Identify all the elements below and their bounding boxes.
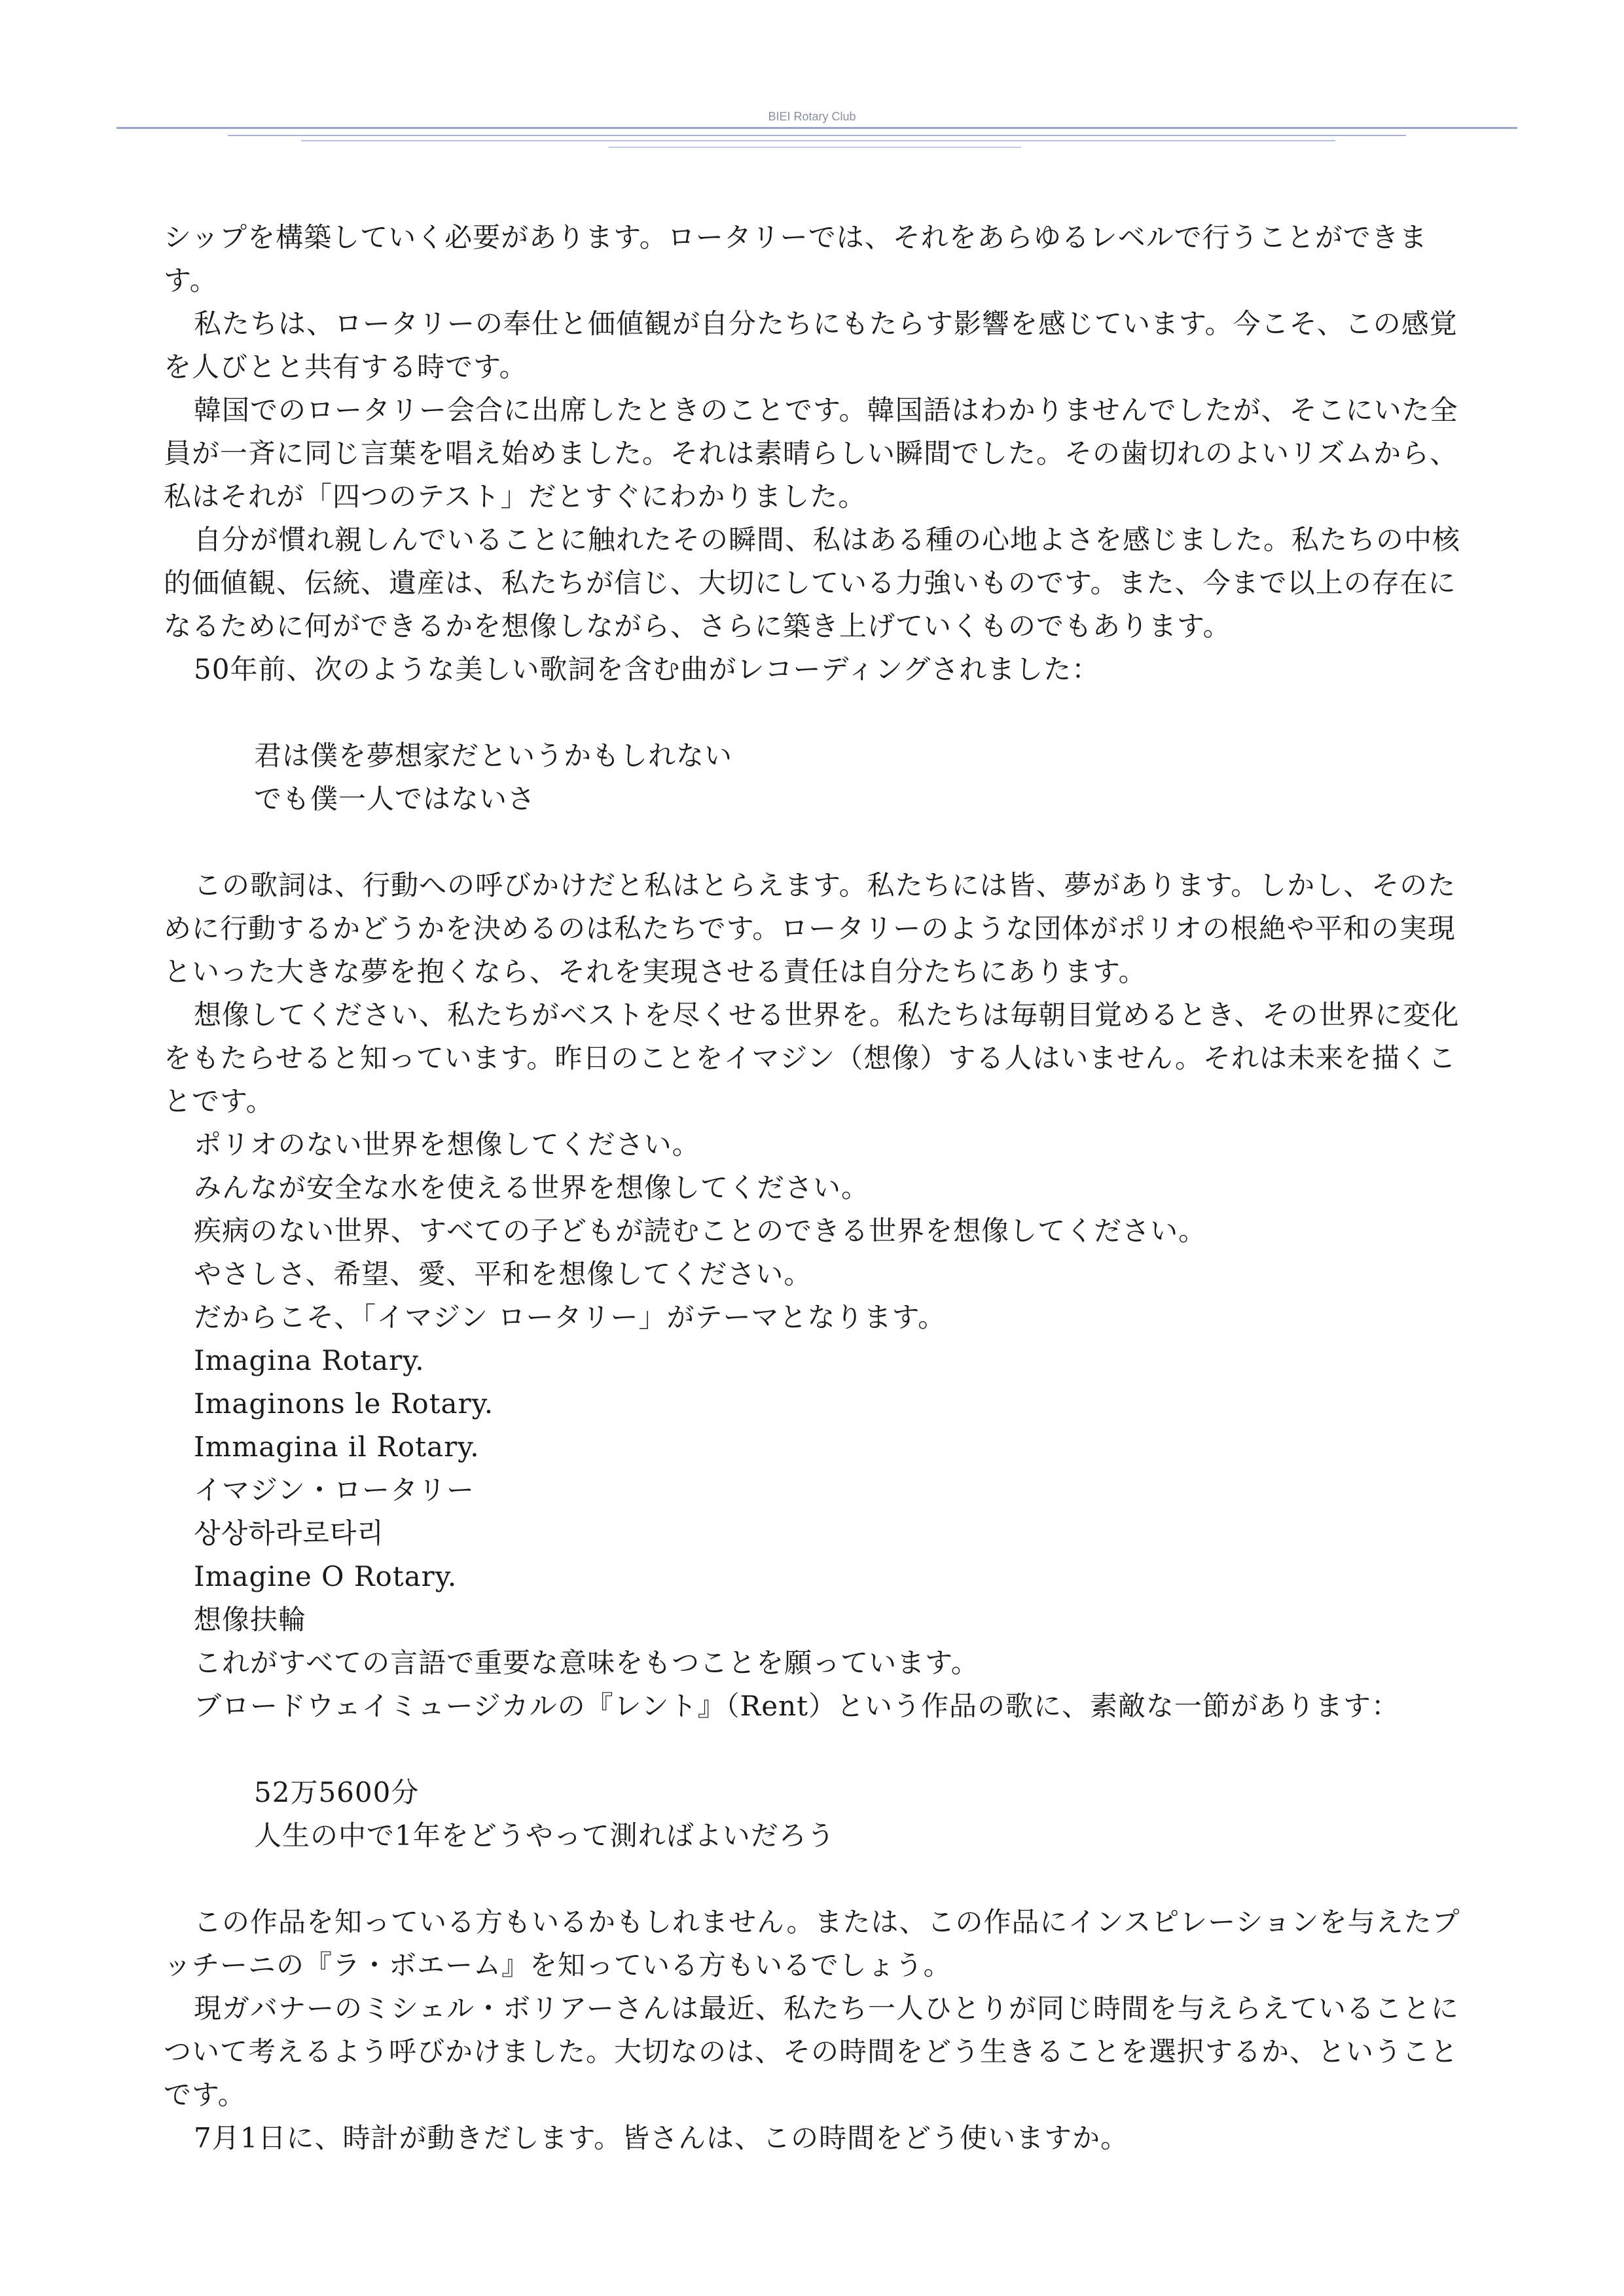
list-line: だからこそ、「イマジン ロータリー」がテーマとなります。 xyxy=(194,1301,947,1333)
quote-line: 君は僕を夢想家だというかもしれない xyxy=(254,740,733,772)
list-line: Imagina Rotary. xyxy=(194,1344,425,1376)
list-line: これがすべての言語で重要な意味をもつことを願っています。 xyxy=(194,1647,979,1679)
paragraph: この歌詞は、行動への呼びかけだと私はとらえます。私たちには皆、夢があります。しかし、そのために行動するかどうかを決めるのは私たちです。ロータリーのような団体がポリオの根絶や平和の実現といった大きな夢を抱くなら、それを実現させる責任は自分たちにあります。 xyxy=(164,869,1456,988)
list-line: ポリオのない世界を想像してください。 xyxy=(194,1128,700,1160)
header-rule xyxy=(301,140,1335,141)
list-line: 想像扶輪 xyxy=(194,1604,307,1636)
quote-line: 人生の中で1年をどうやって測ればよいだろう xyxy=(254,1820,835,1852)
list-line: 疾病のない世界、すべての子どもが読むことのできる世界を想像してください。 xyxy=(194,1215,1207,1247)
list-line: みんなが安全な水を使える世界を想像してください。 xyxy=(194,1172,870,1204)
lyric-quote xyxy=(164,734,1476,821)
body-text xyxy=(164,216,1476,2160)
header-title: BIEI Rotary Club xyxy=(768,110,856,123)
paragraph: 韓国でのロータリー会合に出席したときのことです。韓国語はわかりませんでしたが、そこにいた全員が一斉に同じ言葉を唱え始めました。それは素晴らしい瞬間でした。その歯切れのよいリズムから、私はそれが「四つのテスト」だとすぐにわかりました。 xyxy=(164,394,1458,512)
paragraph: 7月1日に、時計が動きだします。皆さんは、この時間をどう使いますか。 xyxy=(194,2122,1129,2154)
paragraph: 私たちは、ロータリーの奉仕と価値観が自分たちにもたらす影響を感じています。今こそ、この感覚を人びとと共有する時です。 xyxy=(164,308,1458,383)
paragraph: 現ガバナーのミシェル・ボリアーさんは最近、私たち一人ひとりが同じ時間を与えらえていることについて考えるよう呼びかけました。大切なのは、その時間をどう生きることを選択するか、ということです。 xyxy=(164,1992,1459,2111)
paragraph: この作品を知っている方もいるかもしれません。または、この作品にインスピレーションを与えたプッチーニの『ラ・ボエーム』を知っている方もいるでしょう。 xyxy=(164,1906,1460,1981)
paragraph: 自分が慣れ親しんでいることに触れたその瞬間、私はある種の心地よさを感じました。私たちの中核的価値観、伝統、遺産は、私たちが信じ、大切にしている力強いものです。また、今まで以上の存在になるために何ができるかを想像しながら、さらに築き上げていくものでもあります。 xyxy=(164,524,1461,642)
header-rule xyxy=(228,135,1406,136)
paragraph: 50年前、次のような美しい歌詞を含む曲がレコーディングされました： xyxy=(194,653,1100,685)
quote-line: でも僕一人ではないさ xyxy=(254,783,536,815)
list-line: ブロードウェイミュージカルの『レント』（Rent）という作品の歌に、素敵な一節があります： xyxy=(194,1690,1399,1722)
quote-line: 52万5600分 xyxy=(254,1776,420,1808)
header-rule xyxy=(117,127,1517,129)
header-rule xyxy=(609,147,1021,148)
list-line: Imagine O Rotary. xyxy=(194,1560,458,1592)
paragraph: シップを構築していく必要があります。ロータリーでは、それをあらゆるレベルで行うことができます。 xyxy=(164,221,1428,296)
list-line: やさしさ、希望、愛、平和を想像してください。 xyxy=(194,1258,812,1290)
paragraph: 想像してください、私たちがベストを尽くせる世界を。私たちは毎朝目覚めるとき、その世界に変化をもたらせると知っています。昨日のことをイマジン（想像）する人はいません。それは未来を描くことです。 xyxy=(164,999,1460,1117)
lyric-quote xyxy=(164,1771,1476,1857)
list-line: イマジン・ロータリー xyxy=(194,1474,475,1506)
list-line: Imaginons le Rotary. xyxy=(194,1388,494,1420)
list-line: Immagina il Rotary. xyxy=(194,1431,480,1463)
list-line: 상상하라로타리 xyxy=(194,1517,385,1549)
